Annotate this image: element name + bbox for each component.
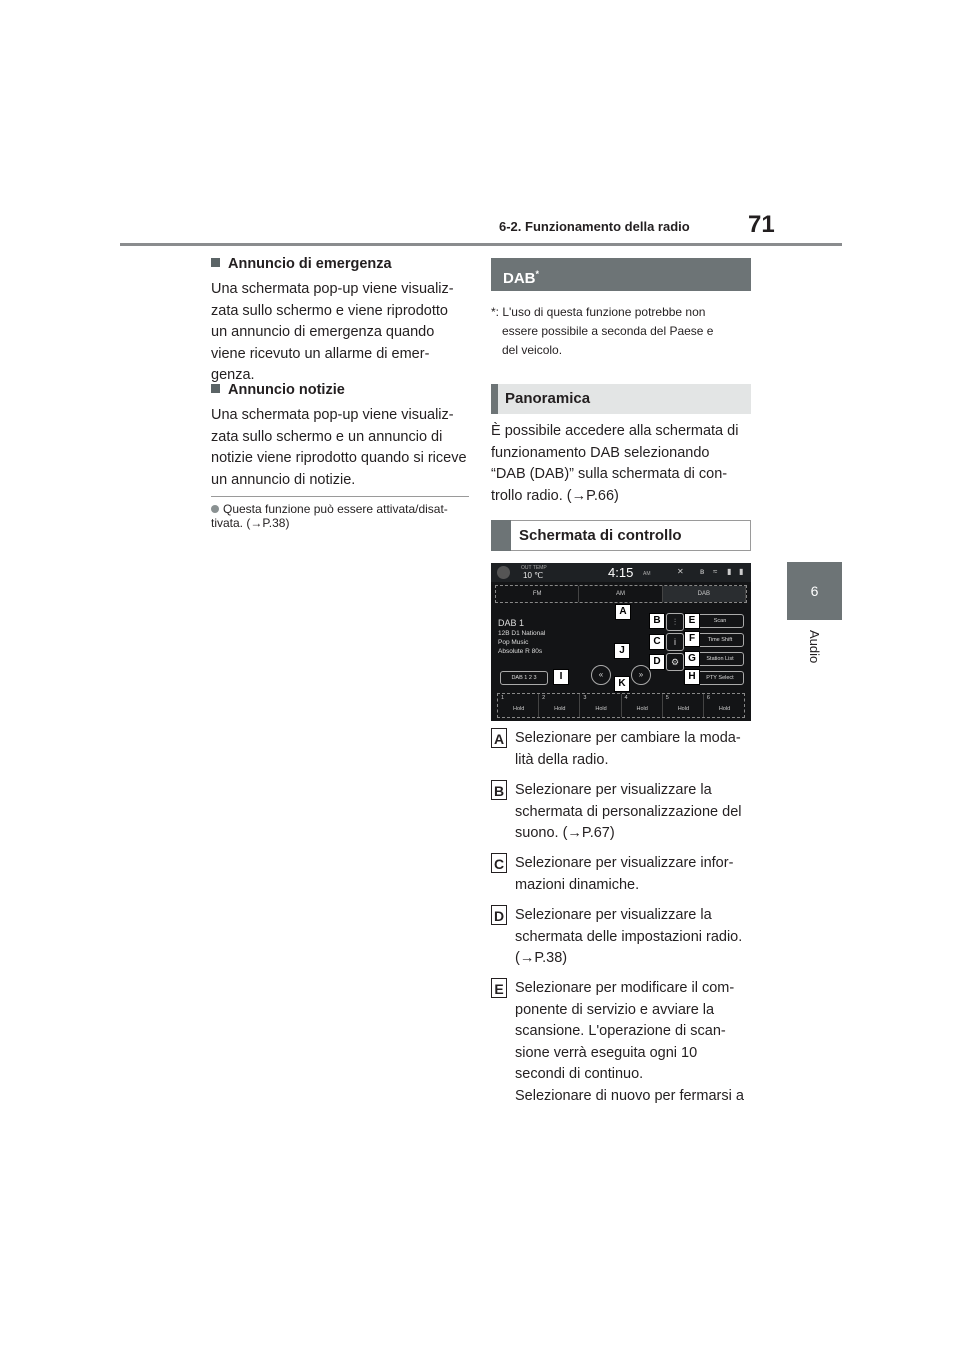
circle-bullet-icon [211,505,219,513]
text-line: lità della radio. [515,751,609,768]
radio-screen [491,563,751,721]
paragraph-news [211,405,467,491]
tab-dab[interactable]: DAB [663,586,746,602]
text-line: secondi di continuo. [515,1066,644,1082]
preset-label: Hold [554,706,566,712]
callout-g: G [684,651,700,667]
preset-1[interactable] [498,694,539,717]
station-info [498,617,545,656]
chapter-label: Audio [807,630,822,664]
time-shift-button[interactable]: Time Shift [696,633,744,647]
preset-number: 5 [665,695,669,701]
callout-b: B [649,613,665,629]
scan-button[interactable]: Scan [696,614,744,628]
seek-forward-icon[interactable]: » [631,665,651,685]
station-list-button[interactable]: Station List [696,652,744,666]
panoramica-paragraph [491,421,738,507]
preset-label: Hold [718,706,731,712]
preset-4[interactable] [622,694,663,717]
preset-number: 2 [542,695,546,701]
chapter-tab: 6 [787,562,842,620]
header-rule [120,243,842,246]
text-line: Selezionare di nuovo per fermarsi a [515,1087,744,1104]
item-c [515,853,733,896]
wifi-icon: ≈ [713,567,718,576]
letter-box-e: E [491,978,507,998]
station-line: 12B D1 National [498,630,546,637]
text-line: (→P.38) [515,950,568,966]
sound-settings-icon[interactable]: ⫶ [666,613,684,631]
dab-title: DAB [503,270,536,287]
callout-a: A [615,604,631,620]
text-line: suono. (→P.67) [515,825,615,841]
letter-box-a: A [491,728,507,748]
home-icon [497,566,510,579]
dab-title-bar [491,258,751,291]
text-line: scansione. L'operazione di scan- [515,1023,726,1039]
text-line: notizie viene riprodotto quando si riceve [211,450,467,466]
letter-box-d: D [491,905,507,925]
text-line: ponente di servizio e avviare la [515,1001,715,1018]
info-icon[interactable]: i [666,633,684,651]
item-b [515,780,742,845]
heading-emergency-text: Annuncio di emergenza [228,256,392,272]
heading-emergency [211,256,392,272]
preset-number: 4 [624,695,628,701]
preset-6[interactable] [704,694,744,717]
text-line: genza. [211,367,255,383]
pty-select-button[interactable]: PTY Select [696,671,744,685]
text-line: zata sullo schermo e un annuncio di [211,428,443,445]
callout-e: E [684,613,700,629]
note-rule [211,496,469,497]
note-line: Questa funzione può essere attivata/disat- [223,502,448,516]
station-title: DAB 1 [498,618,525,628]
note [211,502,473,530]
preset-2[interactable] [539,694,580,717]
callout-k: K [614,676,630,692]
mute-icon: ✕ [677,567,684,576]
tab-fm[interactable]: FM [496,586,579,602]
text-line: mazioni dinamiche. [515,876,640,893]
preset-label: Hold [513,706,525,712]
text-line: Selezionare per cambiare la moda- [515,730,741,746]
text-line: “DAB (DAB)” sulla schermata di con- [491,466,728,482]
letter-box-b: B [491,780,507,800]
page-number: 71 [748,211,775,238]
letter-box-c: C [491,853,507,873]
item-a [515,728,741,771]
note-line: tivata. (→P.38) [211,516,290,530]
callout-d: D [649,654,665,670]
seek-back-icon[interactable]: « [591,665,611,685]
gear-icon[interactable]: ⚙ [666,653,684,671]
item-d [515,905,742,970]
text-line: Una schermata pop-up viene visualiz- [211,281,454,297]
band-tabs [495,585,747,603]
section-title: 6-2. Funzionamento della radio [499,219,690,234]
callout-i: I [553,669,569,685]
text-line: È possibile accedere alla schermata di [491,423,739,439]
station-line: Absolute R 80s [498,648,543,655]
dab-footnote-mark: * [535,269,540,279]
bluetooth-icon: ʙ [700,567,705,576]
text-line: un annuncio di notizie. [211,471,356,488]
schermata-title: Schermata di controllo [519,527,682,544]
text-line: schermata di personalizzazione del [515,803,742,820]
preset-bar [497,693,745,718]
paragraph-emergency [211,279,454,387]
square-bullet-icon [211,258,220,267]
ampm: AM [643,571,651,577]
callout-c: C [649,634,665,650]
panoramica-title: Panoramica [505,390,591,407]
callout-f: F [684,631,700,647]
footnote [491,303,751,360]
text-line: un annuncio di emergenza quando [211,324,435,340]
station-line: Pop Music [498,639,529,646]
preset-label: Hold [595,706,607,712]
preset-label: Hold [636,706,648,712]
text-line: Selezionare per visualizzare la [515,907,712,923]
text-line: trollo radio. (→P.66) [491,487,619,504]
panoramica-title-bar [491,384,751,414]
callout-h: H [684,669,700,685]
preset-5[interactable] [663,694,704,717]
out-temp-value: 10 ℃ [523,571,544,580]
text-line: Selezionare per visualizzare la [515,782,712,798]
text-line: Selezionare per visualizzare infor- [515,855,734,871]
text-line: Una schermata pop-up viene visualiz- [211,407,454,423]
heading-news-text: Annuncio notizie [228,382,345,398]
heading-news [211,382,345,398]
text-line: viene ricevuto un allarme di emer- [211,345,430,362]
band-select-button[interactable]: DAB 1 2 3 [500,671,548,685]
text-line: funzionamento DAB selezionando [491,444,710,461]
footnote-line: *: L'uso di questa funzione potrebbe non [491,305,706,319]
square-bullet-icon [211,384,220,393]
preset-label: Hold [677,706,689,712]
preset-number: 6 [706,695,710,701]
battery-icon: ▮ [739,567,744,576]
text-line: sione verrà eseguita ogni 10 [515,1044,698,1061]
status-bar [491,563,751,582]
preset-number: 1 [501,695,505,701]
text-line: schermata delle impostazioni radio. [515,928,743,945]
preset-3[interactable] [580,694,621,717]
footnote-line: essere possibile a seconda del Paese e [502,324,714,338]
out-temp-label: OUT TEMP [521,565,547,571]
footnote-line: del veicolo. [502,343,563,357]
preset-number: 3 [583,695,587,701]
tab-am[interactable]: AM [579,586,662,602]
text-line: zata sullo schermo e viene riprodotto [211,302,448,319]
callout-j: J [614,643,630,659]
item-e [515,978,744,1107]
text-line: Selezionare per modificare il com- [515,980,735,996]
clock: 4:15 [608,565,634,580]
signal-icon: ▮ [727,567,732,576]
schermata-title-bar [491,520,751,551]
